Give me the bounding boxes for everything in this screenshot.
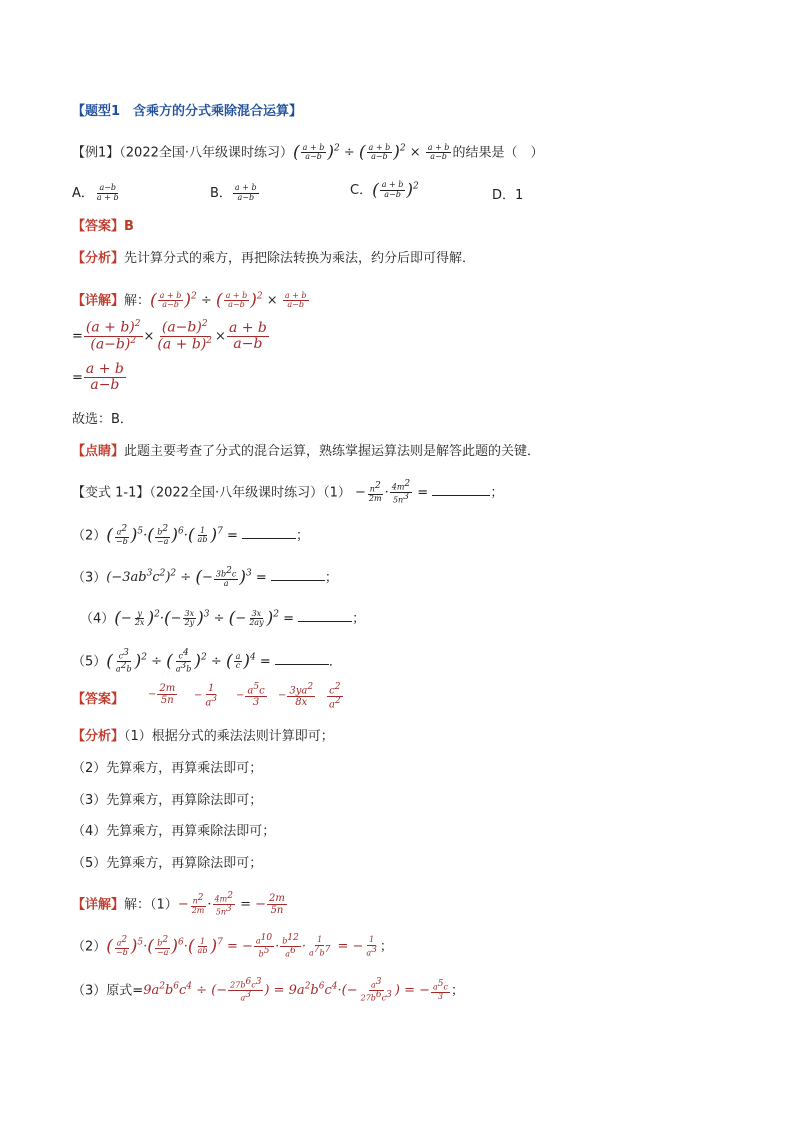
option-c: C．( $\frac{a + b}{a-b}$ )$^2$ bbox=[350, 180, 419, 201]
analysis-2-line-4: （4）先算乘方，再算乘除法即可； bbox=[72, 824, 276, 839]
example-1 bbox=[72, 140, 543, 162]
analysis-2-line-5: （5）先算乘方，再算除法即可； bbox=[72, 856, 263, 871]
detail-2-item-3: （3）原式$=9a^2b^6c^4$ ÷ (− $\frac{27b^6c^3}{a^3}$ ) = $9a^2b^6c^4\cdot(-$ $\frac{a^3}{27b^6c^3}$ ) = − $\frac{a^5c}{3}$ ； bbox=[72, 977, 465, 1004]
detail-2: 【详解】解：（1）− $\frac{n^2}{2m}$ · $\frac{4m^2}{5n^3}$ = − $\frac{2m}{5n}$ bbox=[72, 891, 285, 918]
example-expression: ( $\frac{a + b}{a-b}$ )$^2$ ÷ ( $\frac{a + b}{a-b}$ )$^2$ × $\frac{a + b}{a-b}$ bbox=[293, 142, 450, 163]
answer-2-label: 【答案】 bbox=[72, 692, 125, 707]
example-label: 【例1】 bbox=[72, 145, 120, 161]
analysis-label: 【分析】 bbox=[72, 251, 125, 266]
variant-item-3: $(3)(-3ab^3c^2)^2$ ÷ (− $\frac{3b^2c}{a}$ )$^3$ = ； bbox=[72, 565, 338, 589]
option-b: B． $\frac{a + b}{a-b}$ bbox=[210, 183, 257, 202]
detail-step-1: = $\frac{(a + b)^2}{(a-b)^2}$ × $\frac{(a-b)^2}{(a + b)^2}$ × $\frac{a + b}{a-b}$ bbox=[72, 319, 267, 353]
variant-item-4: （4）(− $\frac{y}{2x}$ )$^2$·(− $\frac{3x}{2y}$ )$^3$ ÷ (− $\frac{3x}{2ay}$ )$^2$ = ； bbox=[80, 608, 366, 629]
answer-2-item-3: − $\frac{a^5c}{3}$ bbox=[236, 682, 265, 709]
answer-2-item-5: $\frac{c^2}{a^2}$ bbox=[329, 682, 341, 711]
answer-1 bbox=[72, 218, 134, 236]
answer-value: B bbox=[124, 219, 134, 234]
option-d: D．1 bbox=[492, 188, 524, 203]
variant-item-5: （5）( $\frac{c^3}{a^2b}$ )$^2$ ÷ ( $\frac{c^4}{a^3b}$ )$^2$ ÷ ( $\frac{a}{c}$ )$^4$ = ． bbox=[72, 648, 342, 675]
detail-1: 【详解】解：( $\frac{a + b}{a-b}$ )$^2$ ÷ ( $\frac{a + b}{a-b}$ )$^2$ × $\frac{a + b}{a-b}$ bbox=[72, 290, 307, 311]
answer-2-item-2: − $\frac{1}{a^3}$ bbox=[194, 683, 218, 709]
detail-step-2: = $\frac{a + b}{a-b}$ bbox=[72, 361, 124, 394]
detail-2-item-2: （2）( $\frac{a^2}{-b}$ )$^5$·( $\frac{b^2}{-a}$ )$^6$·( $\frac{1}{ab}$ )$^7$ = − $\frac{a^{10}}{b^5}$ · $\frac{b^{12}}{a^6}$ · $\frac{1}{a^7b^7}$ = − $\frac{1}{a^3}$ ； bbox=[72, 933, 393, 960]
variant-header: 【变式 1-1】（2022全国·八年级课时练习）（1） − $\frac{n^2}{2m}$ · $\frac{4m^2}{5n^3}$ = ； bbox=[72, 479, 504, 506]
option-a: A． $\frac{a-b}{a + b}$ bbox=[72, 183, 119, 202]
example-source: （2022全国·八年级课时练习） bbox=[119, 145, 293, 161]
analysis-1 bbox=[72, 250, 475, 268]
variant-item-2: （2）( $\frac{a^2}{-b}$ )$^5$·( $\frac{b^2}{-a}$ )$^6$·( $\frac{1}{ab}$ )$^7$ = ； bbox=[72, 523, 309, 547]
answer-2-item-4: − $\frac{3ya^2}{8x}$ bbox=[278, 682, 314, 709]
analysis-2-line-3: （3）先算乘方，再算除法即可； bbox=[72, 793, 263, 808]
analysis-2: 【分析】（1）根据分式的乘法法则计算即可； bbox=[72, 729, 334, 744]
comment-label: 【点睛】 bbox=[72, 444, 125, 459]
choose-line: 故选：B． bbox=[72, 412, 133, 427]
answer-label: 【答案】 bbox=[72, 219, 125, 234]
analysis-text: 先计算分式的乘方，再把除法转换为乘法，约分后即可得解． bbox=[124, 251, 476, 266]
section-title: 【题型1 含乘方的分式乘除混合运算】 bbox=[72, 104, 303, 119]
comment-text: 此题主要考查了分式的混合运算，熟练掌握运算法则是解答此题的关键． bbox=[124, 444, 541, 459]
comment bbox=[72, 443, 540, 461]
detail-label: 【详解】 bbox=[72, 293, 125, 309]
analysis-2-line-2: （2）先算乘方，再算乘法即可； bbox=[72, 761, 263, 776]
example-tail: 的结果是（ ） bbox=[452, 145, 544, 161]
answer-2-item-1: − $\frac{2m}{5n}$ bbox=[148, 683, 176, 706]
